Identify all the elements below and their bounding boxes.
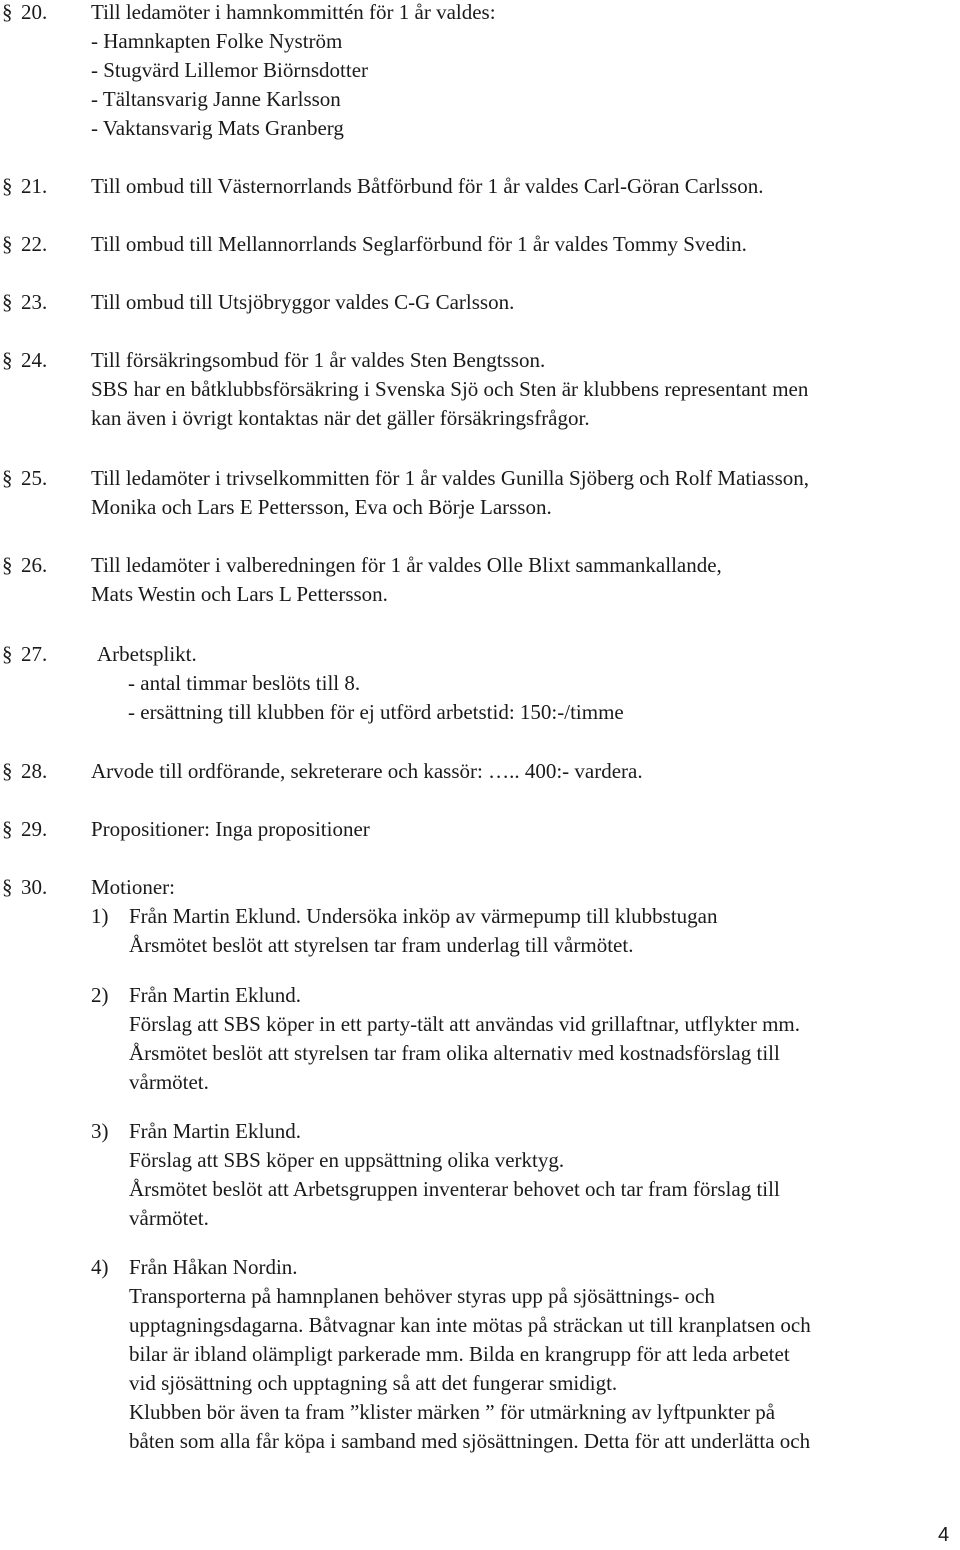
list-item: - Stugvärd Lillemor Biörnsdotter xyxy=(91,58,369,82)
section-mark: § xyxy=(2,348,13,372)
motion-number: 4) xyxy=(91,1255,109,1279)
item-number: 26. xyxy=(21,553,48,577)
item-number: 20. xyxy=(21,0,48,24)
motion-number: 1) xyxy=(91,904,109,928)
list-item: - Tältansvarig Janne Karlsson xyxy=(91,87,341,111)
item-number: 25. xyxy=(21,466,48,490)
item-text: Till försäkringsombud för 1 år valdes Sten Bengtsson. xyxy=(91,348,546,372)
item-text: Arvode till ordförande, sekreterare och kassör: ….. 400:- vardera. xyxy=(91,759,643,783)
list-item: - ersättning till klubben för ej utförd arbetstid: 150:-/timme xyxy=(128,700,624,724)
item-text: Till ombud till Mellannorrlands Seglarförbund för 1 år valdes Tommy Svedin. xyxy=(91,232,747,256)
item-number: 29. xyxy=(21,817,48,841)
motion-text: Årsmötet beslöt att Arbetsgruppen inventerar behovet och tar fram förslag till xyxy=(129,1177,780,1201)
motion-number: 2) xyxy=(91,983,109,1007)
section-mark: § xyxy=(2,817,13,841)
list-item: - antal timmar beslöts till 8. xyxy=(128,671,361,695)
list-item: - Hamnkapten Folke Nyström xyxy=(91,29,343,53)
item-number: 28. xyxy=(21,759,48,783)
motion-text: Från Håkan Nordin. xyxy=(129,1255,298,1279)
item-text: Arbetsplikt. xyxy=(97,642,197,666)
item-number: 23. xyxy=(21,290,48,314)
motion-text: upptagningsdagarna. Båtvagnar kan inte mötas på sträckan ut till kranplatsen och xyxy=(129,1313,811,1337)
motion-text: Transporterna på hamnplanen behöver styras upp på sjösättnings- och xyxy=(129,1284,715,1308)
list-item: - Vaktansvarig Mats Granberg xyxy=(91,116,344,140)
item-number: 24. xyxy=(21,348,48,372)
section-mark: § xyxy=(2,759,13,783)
item-text: Till ledamöter i hamnkommittén för 1 år valdes: xyxy=(91,0,496,24)
item-text: Till ledamöter i valberedningen för 1 år valdes Olle Blixt sammankallande, xyxy=(91,553,722,577)
motion-text: vårmötet. xyxy=(129,1206,209,1230)
motion-text: båten som alla får köpa i samband med sjösättningen. Detta för att underlätta och xyxy=(129,1429,811,1453)
item-text: Till ombud till Västernorrlands Båtförbund för 1 år valdes Carl-Göran Carlsson. xyxy=(91,174,764,198)
section-mark: § xyxy=(2,232,13,256)
item-text: Mats Westin och Lars L Pettersson. xyxy=(91,582,388,606)
motion-text: bilar är ibland olämpligt parkerade mm. Bilda en krangrupp för att leda arbetet xyxy=(129,1342,790,1366)
item-text: Propositioner: Inga propositioner xyxy=(91,817,370,841)
section-mark: § xyxy=(2,642,13,666)
page-number: 4 xyxy=(938,1524,950,1546)
motion-text: Från Martin Eklund. Undersöka inköp av värmepump till klubbstugan xyxy=(129,904,718,928)
motion-text: Förslag att SBS köper in ett party-tält att användas vid grillaftnar, utflykter mm. xyxy=(129,1012,801,1036)
section-mark: § xyxy=(2,290,13,314)
item-number: 21. xyxy=(21,174,48,198)
item-text: Till ombud till Utsjöbryggor valdes C-G Carlsson. xyxy=(91,290,515,314)
item-number: 30. xyxy=(21,875,48,899)
motions-heading: Motioner: xyxy=(91,875,175,899)
motion-text: Från Martin Eklund. xyxy=(129,1119,302,1143)
section-mark: § xyxy=(2,466,13,490)
item-number: 27. xyxy=(21,642,48,666)
motion-text: Klubben bör även ta fram ”klister märken ” för utmärkning av lyftpunkter på xyxy=(129,1400,776,1424)
item-text: Till ledamöter i trivselkommitten för 1 år valdes Gunilla Sjöberg och Rolf Matiasson, xyxy=(91,466,809,490)
motion-text: Årsmötet beslöt att styrelsen tar fram underlag till vårmötet. xyxy=(129,933,634,957)
section-mark: § xyxy=(2,875,13,899)
section-mark: § xyxy=(2,174,13,198)
motion-text: Årsmötet beslöt att styrelsen tar fram olika alternativ med kostnadsförslag till xyxy=(129,1041,780,1065)
motion-text: vid sjösättning och upptagning så att det fungerar smidigt. xyxy=(129,1371,618,1395)
motion-text: Förslag att SBS köper en uppsättning olika verktyg. xyxy=(129,1148,565,1172)
motion-number: 3) xyxy=(91,1119,109,1143)
item-number: 22. xyxy=(21,232,48,256)
section-mark: § xyxy=(2,553,13,577)
item-text: kan även i övrigt kontaktas när det gäller försäkringsfrågor. xyxy=(91,406,590,430)
item-text: SBS har en båtklubbsförsäkring i Svenska Sjö och Sten är klubbens representant men xyxy=(91,377,809,401)
motion-text: vårmötet. xyxy=(129,1070,209,1094)
section-mark: § xyxy=(2,0,13,24)
item-text: Monika och Lars E Pettersson, Eva och Börje Larsson. xyxy=(91,495,552,519)
motion-text: Från Martin Eklund. xyxy=(129,983,302,1007)
